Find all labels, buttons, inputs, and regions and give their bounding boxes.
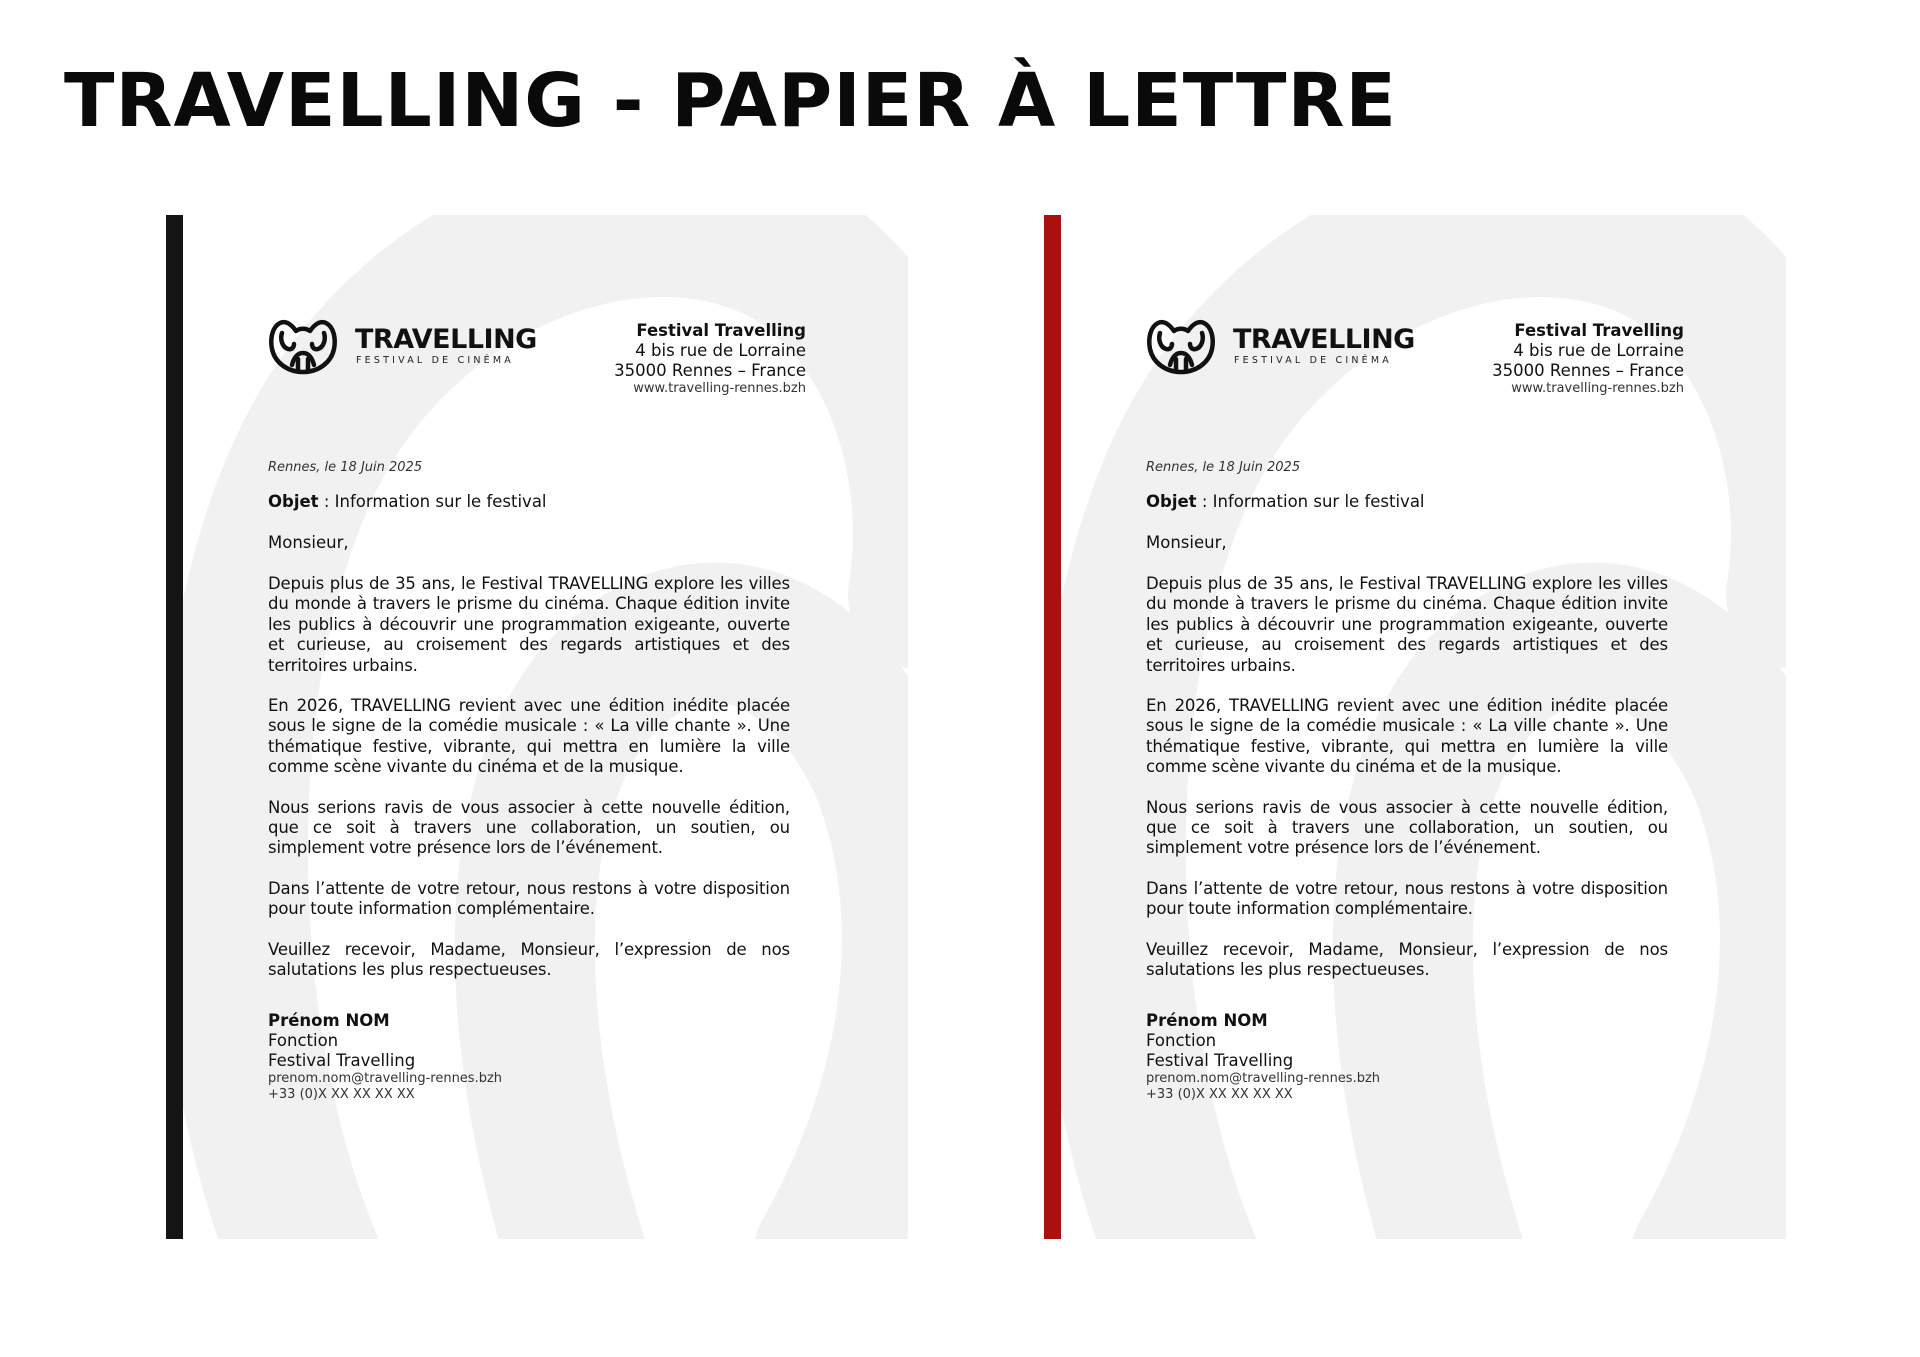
address-website: www.travelling-rennes.bzh (633, 381, 806, 396)
signature-phone: +33 (0)X XX XX XX XX (1146, 1086, 1293, 1102)
letter-date: Rennes, le 18 Juin 2025 (1146, 460, 1301, 475)
logo (1146, 317, 1415, 377)
subject-text: : Information sur le festival (318, 492, 547, 511)
subject-label: Objet (1146, 492, 1197, 511)
letter-greeting: Monsieur, (1146, 533, 1227, 552)
page-title: TRAVELLING - PAPIER À LETTRE (64, 58, 1397, 144)
letter-body (1146, 460, 1668, 1103)
address-org: Festival Travelling (1514, 321, 1684, 340)
letter-subject (268, 492, 790, 512)
address-city: 35000 Rennes – France (614, 361, 806, 380)
signature-block (1146, 1011, 1668, 1103)
paragraph: Dans l’attente de votre retour, nous restons à votre disposition pour toute information complémentaire. (1146, 878, 1668, 919)
signature-block (268, 1011, 790, 1103)
subject-text: : Information sur le festival (1196, 492, 1425, 511)
paragraph: Veuillez recevoir, Madame, Monsieur, l’expression de nos salutations les plus respectueuses. (1146, 939, 1668, 980)
letter-subject (1146, 492, 1668, 512)
paragraph: Nous serions ravis de vous associer à cette nouvelle édition, que ce soit à travers une collaboration, un soutien, ou simplement votre présence lors de l’événement. (1146, 797, 1668, 858)
accent-bar-red (1044, 215, 1061, 1239)
paragraph: Nous serions ravis de vous associer à cette nouvelle édition, que ce soit à travers une collaboration, un soutien, ou simplement votre présence lors de l’événement. (268, 797, 790, 858)
signature-phone: +33 (0)X XX XX XX XX (268, 1086, 415, 1102)
sender-address (1492, 321, 1684, 397)
address-city: 35000 Rennes – France (1492, 361, 1684, 380)
address-street: 4 bis rue de Lorraine (635, 341, 806, 360)
paragraph: Veuillez recevoir, Madame, Monsieur, l’expression de nos salutations les plus respectueuses. (268, 939, 790, 980)
travelling-monster-logo-icon (1146, 317, 1216, 375)
logo (268, 317, 537, 377)
paragraph: Dans l’attente de votre retour, nous restons à votre disposition pour toute information complémentaire. (268, 878, 790, 919)
letter-body (268, 460, 790, 1103)
paragraph: En 2026, TRAVELLING revient avec une édition inédite placée sous le signe de la comédie musicale : « La ville chante ». Une thématique festive, vibrante, qui mettra en lumière la ville comme scène vivante du cinéma et de la musique. (1146, 696, 1668, 777)
logo-wordmark: TRAVELLING (1233, 324, 1415, 355)
travelling-monster-logo-icon (268, 317, 338, 375)
paragraph: Depuis plus de 35 ans, le Festival TRAVELLING explore les villes du monde à travers le prisme du cinéma. Chaque édition invite les publics à découvrir une programmation exigeante, ouverte et curieuse, au croisement des regards artistiques et des territoires urbains. (1146, 574, 1668, 675)
subject-label: Objet (268, 492, 319, 511)
letterhead-black (166, 215, 908, 1239)
address-org: Festival Travelling (636, 321, 806, 340)
signature-org: Festival Travelling (1146, 1050, 1294, 1070)
signature-email: prenom.nom@travelling-rennes.bzh (1146, 1070, 1381, 1086)
address-website: www.travelling-rennes.bzh (1511, 381, 1684, 396)
signature-role: Fonction (1146, 1030, 1217, 1050)
paragraph: Depuis plus de 35 ans, le Festival TRAVELLING explore les villes du monde à travers le prisme du cinéma. Chaque édition invite les publics à découvrir une programmation exigeante, ouverte et curieuse, au croisement des regards artistiques et des territoires urbains. (268, 574, 790, 675)
signature-email: prenom.nom@travelling-rennes.bzh (268, 1070, 503, 1086)
address-street: 4 bis rue de Lorraine (1513, 341, 1684, 360)
logo-wordmark: TRAVELLING (355, 324, 537, 355)
logo-tagline: FESTIVAL DE CINÉMA (356, 355, 514, 366)
letterhead-red (1044, 215, 1786, 1239)
letter-date: Rennes, le 18 Juin 2025 (268, 460, 423, 475)
signature-role: Fonction (268, 1030, 339, 1050)
signature-name: Prénom NOM (268, 1010, 390, 1030)
accent-bar-black (166, 215, 183, 1239)
letter-greeting: Monsieur, (268, 533, 349, 552)
signature-name: Prénom NOM (1146, 1010, 1268, 1030)
logo-tagline: FESTIVAL DE CINÉMA (1234, 355, 1392, 366)
sender-address (614, 321, 806, 397)
paragraph: En 2026, TRAVELLING revient avec une édition inédite placée sous le signe de la comédie musicale : « La ville chante ». Une thématique festive, vibrante, qui mettra en lumière la ville comme scène vivante du cinéma et de la musique. (268, 696, 790, 777)
signature-org: Festival Travelling (268, 1050, 416, 1070)
